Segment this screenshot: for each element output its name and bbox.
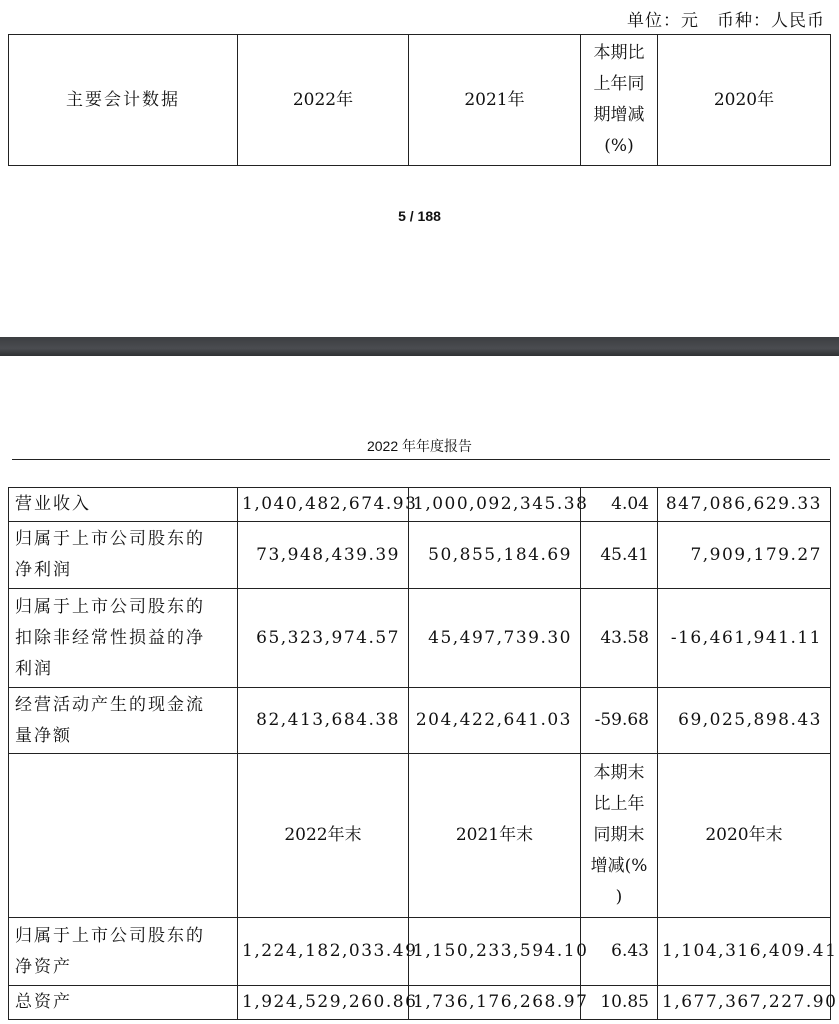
value-change: 45.41 (581, 522, 658, 589)
row-label: 经营活动产生的现金流 量净额 (9, 688, 238, 754)
value-2020-end: 1,677,367,227.90 (658, 986, 831, 1020)
header-change-end: 本期末 比上年 同期末 增减(% ) (581, 754, 658, 918)
row-label: 总资产 (9, 986, 238, 1020)
value-2022: 73,948,439.39 (238, 522, 409, 589)
unit-currency-line (627, 6, 825, 31)
header-main-data: 主要会计数据 (9, 35, 238, 166)
row-label: 归属于上市公司股东的 净资产 (9, 918, 238, 986)
value-2022: 1,040,482,674.93 (238, 488, 409, 522)
table-row (9, 688, 831, 754)
value-change-end: 6.43 (581, 918, 658, 986)
value-2021: 45,497,739.30 (409, 589, 581, 688)
currency-label: 币种：人民币 (717, 11, 825, 31)
unit-label: 单位：元 (627, 11, 699, 31)
row-label: 归属于上市公司股东的 扣除非经常性损益的净 利润 (9, 589, 238, 688)
table-header-row (9, 35, 831, 166)
header-2022-end: 2022年末 (238, 754, 409, 918)
table-row (9, 522, 831, 589)
header-change: 本期比 上年同 期增减 (%) (581, 35, 658, 166)
value-2022-end: 1,924,529,260.86 (238, 986, 409, 1020)
value-change-end: 10.85 (581, 986, 658, 1020)
value-2020-end: 1,104,316,409.41 (658, 918, 831, 986)
row-label: 营业收入 (9, 488, 238, 522)
value-2022: 82,413,684.38 (238, 688, 409, 754)
header-2021-end: 2021年末 (409, 754, 581, 918)
value-2021: 204,422,641.03 (409, 688, 581, 754)
financial-data-table (8, 487, 838, 1020)
value-2021: 50,855,184.69 (409, 522, 581, 589)
table-row (9, 918, 831, 986)
header-blank (9, 754, 238, 918)
page-separator (0, 337, 839, 356)
value-2020: 7,909,179.27 (658, 522, 831, 589)
value-2021-end: 1,150,233,594.10 (409, 918, 581, 986)
header-2020: 2020年 (658, 35, 831, 166)
row-label: 归属于上市公司股东的 净利润 (9, 522, 238, 589)
value-2022-end: 1,224,182,033.49 (238, 918, 409, 986)
value-change: -59.68 (581, 688, 658, 754)
value-change: 43.58 (581, 589, 658, 688)
header-2020-end: 2020年末 (658, 754, 831, 918)
table-header-prev-page (8, 34, 831, 166)
running-header: 2022 年年度报告 (366, 438, 473, 454)
page-number: 5 / 188 (398, 208, 441, 224)
value-2021-end: 1,736,176,268.97 (409, 986, 581, 1020)
value-2020: -16,461,941.11 (658, 589, 831, 688)
period-end-header-row (9, 754, 831, 918)
value-2021: 1,000,092,345.38 (409, 488, 581, 522)
header-2021: 2021年 (409, 35, 581, 166)
header-2022: 2022年 (238, 35, 409, 166)
value-change: 4.04 (581, 488, 658, 522)
value-2022: 65,323,974.57 (238, 589, 409, 688)
table-row (9, 589, 831, 688)
value-2020: 69,025,898.43 (658, 688, 831, 754)
table-row (9, 986, 831, 1020)
header-divider (12, 459, 830, 460)
table-row (9, 488, 831, 522)
value-2020: 847,086,629.33 (658, 488, 831, 522)
